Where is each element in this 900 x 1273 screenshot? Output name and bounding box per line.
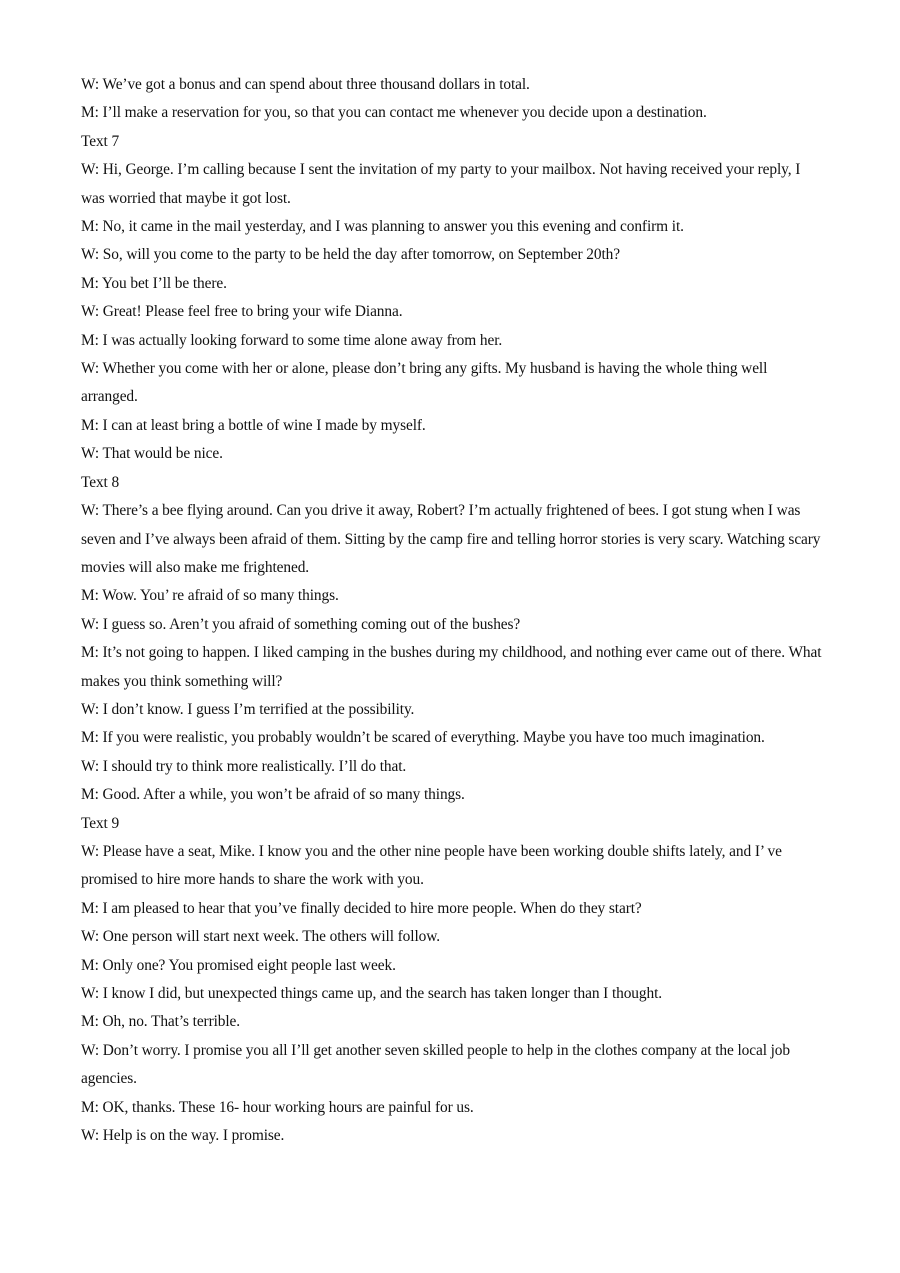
dialogue-line: M: Only one? You promised eight people last week. — [81, 956, 396, 974]
section-heading: Text 7 — [81, 132, 120, 150]
dialogue-line: W: Don’t worry. I promise you all I’ll get another seven skilled people to help in the clothes company at the local job agencies. — [81, 1041, 790, 1088]
section-heading: Text 8 — [81, 473, 120, 491]
dialogue-line: W: I know I did, but unexpected things came up, and the search has taken longer than I thought. — [81, 985, 663, 1002]
dialogue-line: M: I am pleased to hear that you’ve finally decided to hire more people. When do they start? — [81, 899, 642, 917]
dialogue-line: M: If you were realistic, you probably wouldn’t be scared of everything. Maybe you have too much imagination. — [81, 729, 765, 747]
dialogue-line: M: You bet I’ll be there. — [81, 274, 227, 292]
dialogue-line: W: Hi, George. I’m calling because I sent the invitation of my party to your mailbox. Not having received your reply, I was worried that maybe it got lost. — [81, 161, 801, 207]
dialogue-line: M: I’ll make a reservation for you, so that you can contact me whenever you decide upon a destination. — [81, 104, 707, 122]
transcript-body — [81, 71, 823, 1150]
dialogue-line: M: Wow. You’ re afraid of so many things. — [81, 587, 339, 605]
dialogue-line: W: One person will start next week. The others will follow. — [81, 928, 440, 946]
dialogue-line: W: I should try to think more realistically. I’ll do that. — [81, 757, 407, 775]
dialogue-line: W: Great! Please feel free to bring your wife Dianna. — [81, 303, 403, 321]
dialogue-line: M: I was actually looking forward to some time alone away from her. — [81, 331, 503, 349]
dialogue-line: W: There’s a bee flying around. Can you drive it away, Robert? I’m actually frightened of bees. I got stung when I was seven and I’ve always been afraid of them. Sitting by the camp fire and telling horror stories is very scary. Watching scary movies will also make me frightened. — [81, 502, 821, 576]
dialogue-line: M: Good. After a while, you won’t be afraid of so many things. — [81, 786, 465, 804]
dialogue-line: W: We’ve got a bonus and can spend about three thousand dollars in total. — [81, 76, 530, 93]
dialogue-line: W: So, will you come to the party to be held the day after tomorrow, on September 20th? — [81, 246, 620, 264]
dialogue-line: M: Oh, no. That’s terrible. — [81, 1013, 241, 1031]
dialogue-line: M: It’s not going to happen. I liked camping in the bushes during my childhood, and nothing ever came out of there. What makes you think something will? — [81, 644, 822, 690]
dialogue-line: M: I can at least bring a bottle of wine I made by myself. — [81, 416, 426, 434]
dialogue-line: W: Whether you come with her or alone, please don’t bring any gifts. My husband is having the whole thing well arranged. — [81, 360, 768, 406]
dialogue-line: M: No, it came in the mail yesterday, and I was planning to answer you this evening and confirm it. — [81, 218, 684, 236]
dialogue-line: W: Help is on the way. I promise. — [81, 1127, 285, 1145]
dialogue-line: M: OK, thanks. These 16- hour working hours are painful for us. — [81, 1098, 474, 1116]
section-heading: Text 9 — [81, 814, 120, 832]
dialogue-line: W: That would be nice. — [81, 445, 223, 463]
dialogue-line: W: I guess so. Aren’t you afraid of something coming out of the bushes? — [81, 615, 521, 633]
dialogue-line: W: I don’t know. I guess I’m terrified at the possibility. — [81, 700, 415, 718]
dialogue-line: W: Please have a seat, Mike. I know you and the other nine people have been working double shifts lately, and I’ ve promised to hire more hands to share the work with you. — [81, 842, 782, 889]
